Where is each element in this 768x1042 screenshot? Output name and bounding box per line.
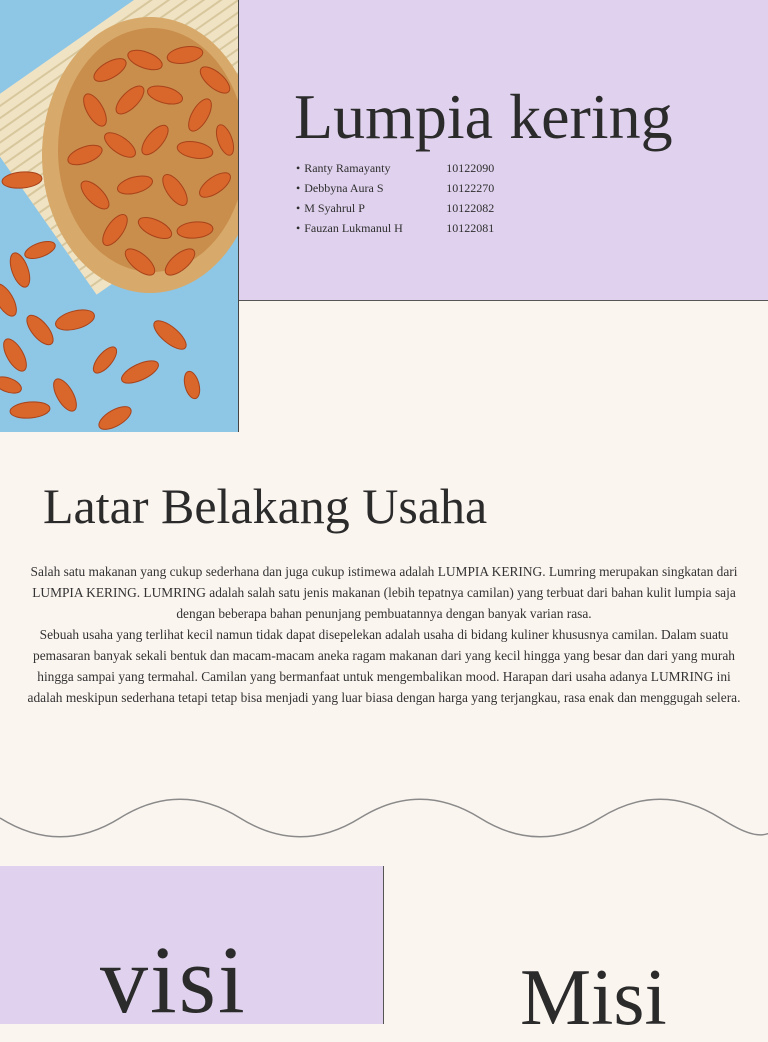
list-item: [296, 178, 494, 198]
bullet: •: [296, 201, 301, 215]
vision-mission-slide: [0, 866, 768, 1042]
member-name: Fauzan Lukmanul H: [304, 221, 403, 235]
member-list: [296, 158, 494, 238]
section-heading: Latar Belakang Usaha: [43, 478, 488, 534]
bullet: •: [296, 221, 301, 235]
vision-heading: visi: [100, 926, 247, 1024]
bullet: •: [296, 181, 301, 195]
list-item: [296, 158, 494, 178]
member-name: Debbyna Aura S: [304, 181, 384, 195]
list-item: [296, 218, 494, 238]
background-slide: [0, 433, 768, 865]
member-id: 10122082: [446, 201, 495, 215]
title-panel: [239, 0, 768, 301]
member-id: 10122270: [446, 181, 495, 195]
cover-slide: [0, 0, 768, 432]
list-item: [296, 198, 494, 218]
snack-photo: [0, 0, 239, 432]
bullet: •: [296, 161, 301, 175]
page-title: Lumpia kering: [294, 81, 673, 152]
paragraph: Sebuah usaha yang terlihat kecil namun tidak dapat disepelekan adalah usaha di bidang kuliner khususnya camilan. Dalam suatu pemasaran banyak sekali bentuk dan macam-macam aneka ragam makanan dari yang kecil hingga yang besar dan dari yang murah hingga sampai yang termahal. Camilan yang bermanfaat untuk mengembalikan mood. Harapan dari usaha adanya LUMRING ini adalah meskipun sederhana tetapi tetap bisa menjadi yang luar biasa dengan harga yang terjangkau, rasa enak dan menggugah selera.: [27, 627, 741, 705]
body-text: [20, 561, 748, 708]
vision-panel: [0, 866, 384, 1024]
member-name: M Syahrul P: [304, 201, 365, 215]
paragraph: Salah satu makanan yang cukup sederhana dan juga cukup istimewa adalah LUMPIA KERING. Lumring merupakan singkatan dari LUMPIA KERING. LUMRING adalah salah satu jenis makanan (lebih tepatnya camilan) yang terbuat dari bahan kulit lumpia saja dengan beberapa bahan penunjang pembuatannya dengan banyak varian rasa.: [30, 564, 738, 621]
member-id: 10122090: [446, 161, 495, 175]
member-name: Ranty Ramayanty: [304, 161, 391, 175]
mission-heading: Misi: [520, 954, 667, 1042]
wave-divider: [0, 793, 768, 843]
lumpia-photo-illustration: [0, 0, 238, 432]
member-id: 10122081: [446, 221, 495, 235]
